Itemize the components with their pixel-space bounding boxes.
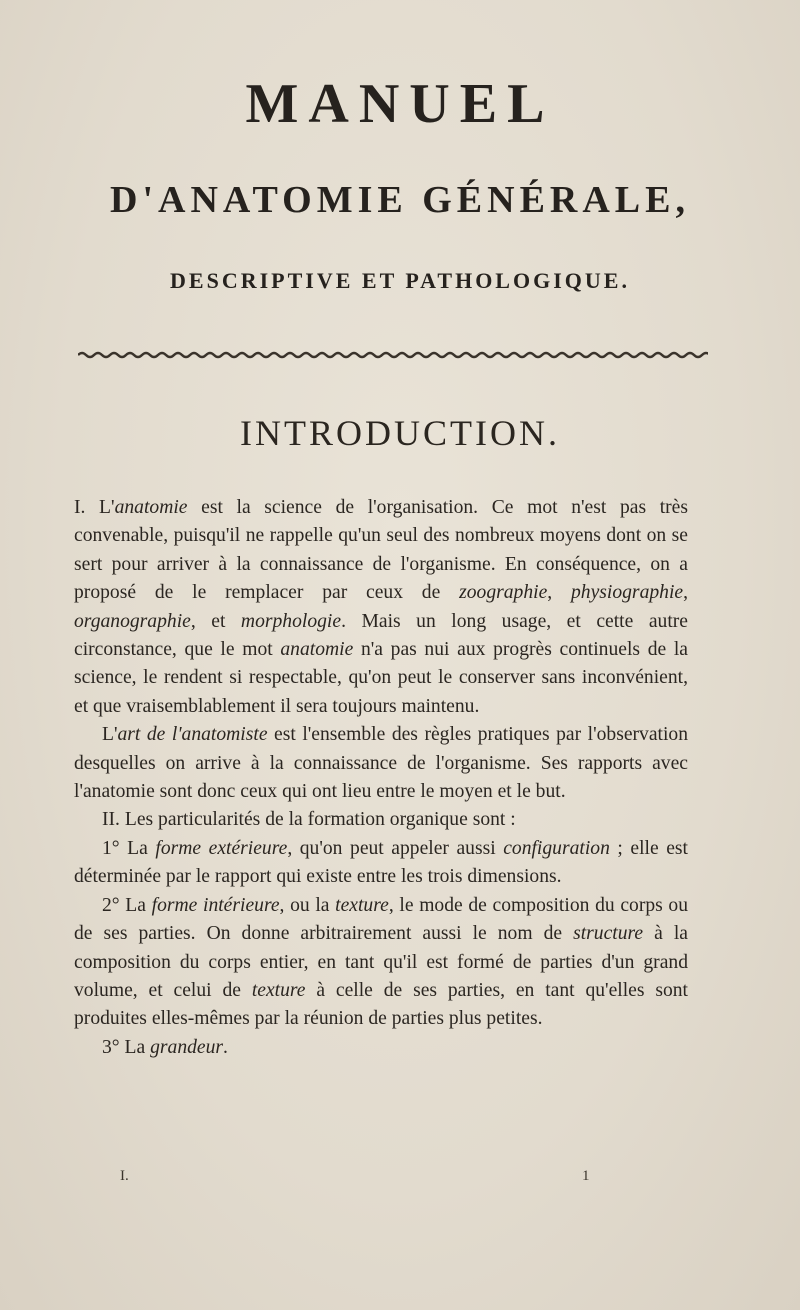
paragraph-3 — [74, 806, 688, 834]
text-run: , ou la — [279, 894, 336, 916]
italic-term: structure — [573, 923, 644, 945]
italic-term: forme intérieure — [151, 894, 280, 916]
book-title: MANUEL — [245, 73, 555, 135]
italic-term: configuration — [503, 837, 610, 859]
text-run: . Mais un long usage, et cette autre circonstance, que le mot — [74, 610, 688, 661]
text-run: , — [547, 582, 571, 604]
text-run: 2° La — [102, 894, 152, 916]
text-run: , le mode de composition du corps ou de ses parties. On donne arbitrairement aussi le nom de — [74, 894, 689, 945]
italic-term: texture — [335, 894, 389, 916]
book-subtitle-secondary: DESCRIPTIVE ET PATHOLOGIQUE. — [170, 268, 630, 293]
text-run: à celle de ses parties, en tant qu'elles sont produites elles-mêmes par la réunion de parties plus petites. — [74, 979, 688, 1030]
ornamental-rule — [78, 350, 708, 360]
text-run: II. Les particularités de la formation organique sont : — [102, 809, 516, 831]
text-run: , — [683, 582, 688, 604]
paragraph-1 — [74, 494, 688, 721]
text-run: à la composition du corps entier, en tant qu'il est formé de parties d'un grand volume, et celui de — [74, 923, 688, 1001]
italic-term: art de l'anatomiste — [117, 724, 268, 746]
text-run: 3° La — [102, 1036, 151, 1058]
text-run: est la science de l'organisation. Ce mot n'est pas très convenable, puisqu'il ne rappelle qu'un seul des nombreux moyens dont on se sert pour arriver à la connaissance de l'organisme. En conséquence, on a proposé de le remplacer par ceux de — [74, 497, 688, 604]
text-run: n'a pas nui aux progrès continuels de la science, le rendent si respectable, qu'on peut le conserver sans inconvénient, et que vraisemblablement il sera toujours maintenu. — [74, 639, 688, 717]
page-number: 1 — [582, 1168, 590, 1184]
section-title: INTRODUCTION. — [240, 413, 560, 453]
book-subtitle: D'ANATOMIE GÉNÉRALE, — [110, 179, 690, 221]
text-run: ; elle est déterminée par le rapport qui existe entre les trois dimensions. — [74, 837, 688, 888]
text-run: 1° La — [102, 837, 156, 859]
text-run: est l'ensemble des règles pratiques par l'observation desquelles on arrive à la connaissance de l'organisme. Ses rapports avec l'anatomie sont donc ceux qui ont lieu entre le moyen et le but. — [74, 724, 689, 803]
paragraph-6 — [74, 1034, 688, 1062]
italic-term: physiographie — [570, 582, 684, 604]
text-run: , et — [190, 610, 241, 632]
italic-term: morphologie — [240, 610, 342, 632]
text-run: L' — [102, 724, 118, 746]
text-run: I. L' — [74, 497, 115, 518]
text-run: , qu'on peut appeler aussi — [287, 837, 504, 859]
italic-term: anatomie — [280, 639, 354, 661]
italic-term: anatomie — [114, 497, 188, 518]
paragraph-2 — [74, 721, 688, 806]
italic-term: organographie — [74, 610, 191, 632]
body-text — [74, 494, 688, 1062]
italic-term: grandeur — [150, 1036, 224, 1058]
italic-term: forme extérieure — [155, 837, 288, 859]
italic-term: texture — [251, 979, 306, 1001]
paragraph-5 — [74, 892, 688, 1034]
paragraph-4 — [74, 835, 688, 892]
signature-mark: I. — [120, 1168, 129, 1184]
text-run: . — [223, 1036, 228, 1058]
italic-term: zoographie — [459, 582, 548, 604]
